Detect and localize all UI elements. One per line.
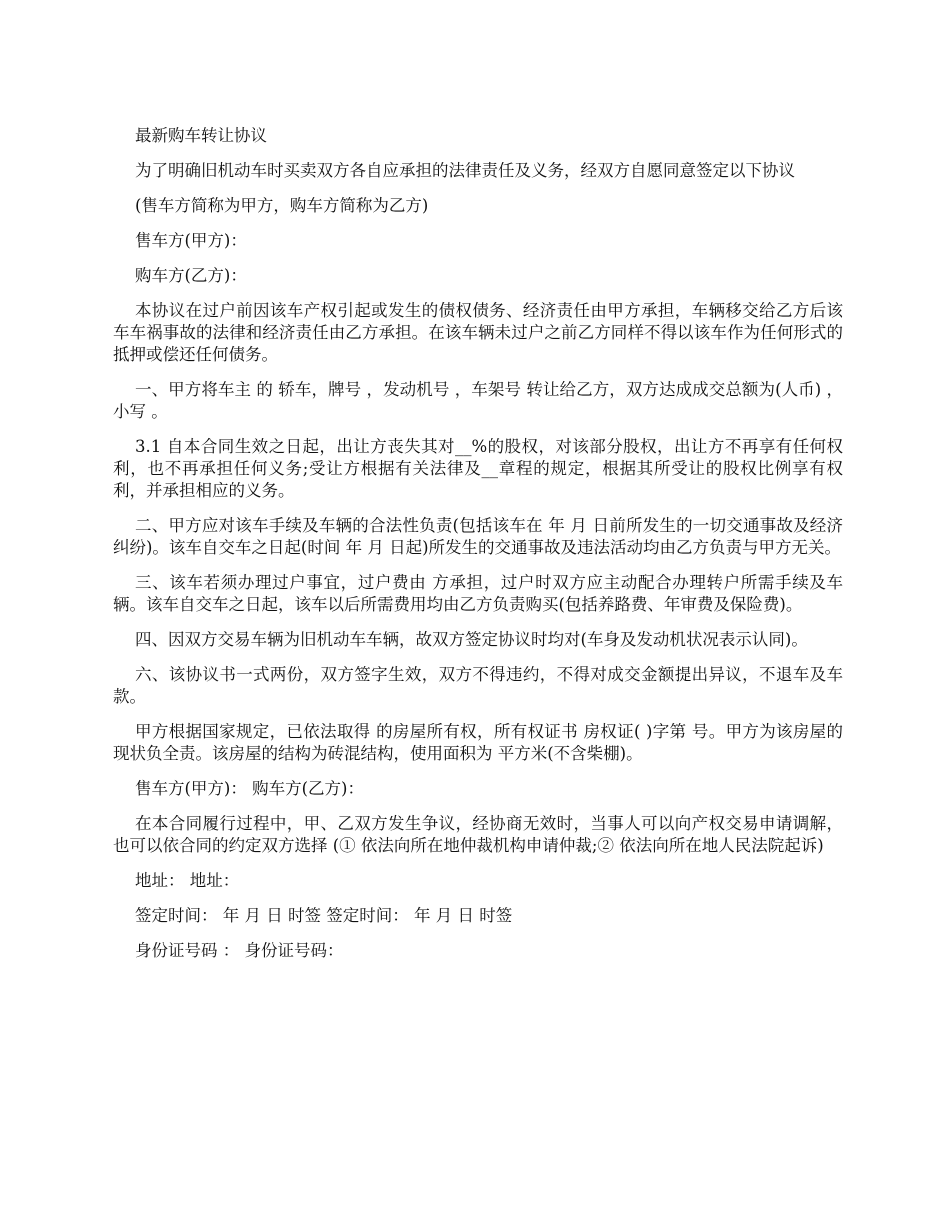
document-title: 最新购车转让协议 (135, 126, 267, 145)
clause-4: 四、因双方交易车辆为旧机动车车辆，故双方签定协议时均对(车身及发动机状况表示认同)。 (135, 630, 808, 649)
clause-3-1: 3.1 自本合同生效之日起，出让方丧失其对__%的股权，对该部分股权，出让方不再享有任何权利，也不再承担任何义务;受让方根据有关法律及__章程的规定，根据其所受让的股权比例享有权利，并承担相应的义务。 (113, 437, 843, 500)
liability-paragraph: 本协议在过户前因该车产权引起或发生的债权债务、经济责任由甲方承担，车辆移交给乙方后该车车祸事故的法律和经济责任由乙方承担。在该车辆未过户之前乙方同样不得以该车作为任何形式的抵押或偿还任何债务。 (113, 301, 843, 364)
seller-line: 售车方(甲方)： (135, 231, 247, 250)
clause-2: 二、甲方应对该车手续及车辆的合法性负责(包括该车在 年 月 日前所发生的一切交通事故及经济纠纷)。该车自交车之日起(时间 年 月 日起)所发生的交通事故及违法活动均由乙方负责与甲方无关。 (113, 516, 843, 557)
signature-parties-line: 售车方(甲方)： 购车方(乙方)： (135, 779, 364, 798)
signing-time-line: 签定时间： 年 月 日 时签 签定时间： 年 月 日 时签 (135, 906, 513, 925)
clause-6: 六、该协议书一式两份，双方签字生效，双方不得违约，不得对成交金额提出异议，不退车及车款。 (113, 665, 843, 706)
intro-paragraph: 为了明确旧机动车时买卖双方各自应承担的法律责任及义务，经双方自愿同意签定以下协议 (135, 161, 795, 180)
id-number-line: 身份证号码 ： 身份证号码： (135, 941, 344, 960)
property-paragraph: 甲方根据国家规定，已依法取得 的房屋所有权，所有权证书 房权证( )字第 号。甲方为该房屋的现状负全责。该房屋的结构为砖混结构，使用面积为 平方米(不含柴棚)。 (113, 722, 843, 763)
address-line: 地址： 地址： (135, 871, 240, 890)
document-page (113, 125, 843, 975)
buyer-line: 购车方(乙方)： (135, 266, 247, 285)
clause-3: 三、该车若须办理过户事宜，过户费由 方承担，过户时双方应主动配合办理转户所需手续及车辆。该车自交车之日起，该车以后所需费用均由乙方负责购买(包括养路费、年审费及保险费)。 (113, 573, 843, 614)
dispute-paragraph: 在本合同履行过程中，甲、乙双方发生争议，经协商无效时，当事人可以向产权交易申请调解，也可以依合同的约定双方选择 (① 依法向所在地仲裁机构申请仲裁;② 依法向所在地人民法院起诉) (113, 814, 843, 855)
party-abbreviation-note: (售车方简称为甲方，购车方简称为乙方) (135, 196, 429, 215)
clause-1: 一、甲方将车主 的 轿车，牌号 ，发动机号 ，车架号 转让给乙方，双方达成成交总额为(人币) ，小写 。 (113, 380, 843, 421)
